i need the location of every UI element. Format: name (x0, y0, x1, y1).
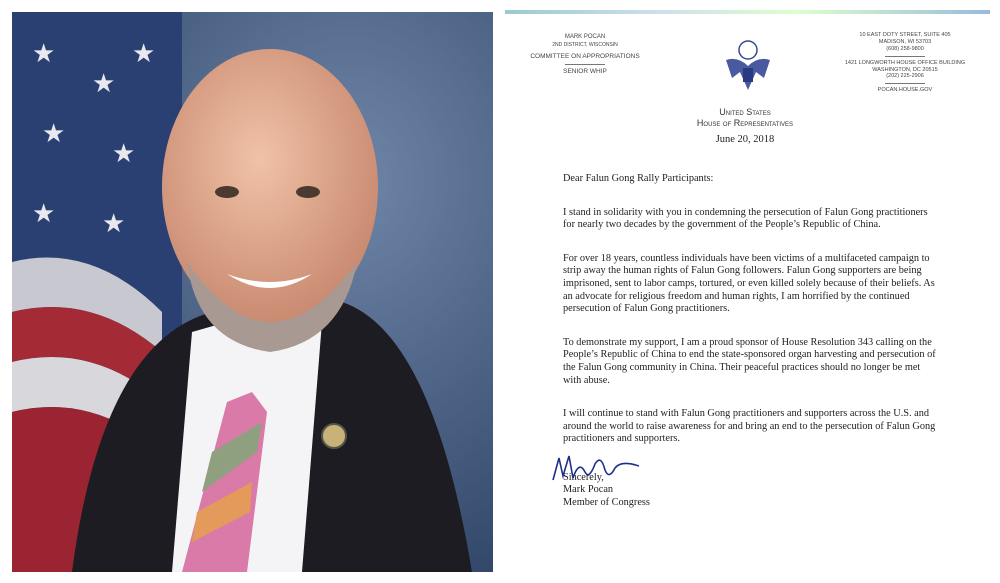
signature-icon (549, 450, 644, 486)
greeting: Dear Falun Gong Rally Participants: (563, 173, 714, 184)
svg-text:★: ★ (102, 209, 126, 238)
paragraph: To demonstrate my support, I am a proud sponsor of House Resolution 343 calling on the People’s Republic of China to end the state-sponsored organ harvesting and persecution of the Falun Gong community in China. Their peaceful practices should no longer be met with abuse. (563, 336, 936, 386)
website: POCAN.HOUSE.GOV (877, 87, 933, 94)
paragraph: I will continue to stand with Falun Gong practitioners and supporters across the U.S. and around the world to raise awareness for and bring an end to the persecution of Falun Gong practitioners and supporters. (563, 408, 936, 445)
member-district: 2ND DISTRICT, WISCONSIN (552, 41, 618, 48)
closing: Sincerely, (563, 471, 604, 483)
signer-block (563, 483, 650, 509)
svg-text:★: ★ (32, 199, 56, 228)
paragraph: I stand in solidarity with you in condemning the persecution of Falun Gong practitioners for nearly two decades by the government of the People’s Republic of China. (563, 206, 928, 231)
letterhead-border (505, 10, 990, 14)
svg-text:★: ★ (42, 119, 66, 148)
member-role: SENIOR WHIP (563, 67, 607, 75)
svg-text:★: ★ (92, 69, 116, 98)
member-name: MARK POCAN (564, 34, 606, 40)
svg-text:★: ★ (132, 39, 156, 68)
paragraph: For over 18 years, countless individuals have been victims of a multifaceted campaign to strip away the human rights of Falun Gong followers. Falun Gong supporters are being imprisoned, sent to labor camps, tortured, or even killed solely because of their beliefs. As an advocate for religious freedom and human rights, I am horrified by the continued persecution of Falun Gong practitioners. (563, 252, 935, 315)
letter-date: June 20, 2018 (715, 134, 775, 145)
great-seal-eagle-icon (720, 38, 776, 96)
lapel-pin (322, 424, 346, 448)
svg-text:★: ★ (32, 39, 56, 68)
member-block (525, 34, 645, 76)
svg-text:★: ★ (112, 139, 136, 168)
signer-name: Mark Pocan (563, 484, 614, 495)
portrait-photo (12, 12, 493, 572)
letter-body (563, 173, 941, 485)
office-addresses: 10 EAST DOTY STREET, SUITE 405 MADISON, WI 53703 (608) 258-9800 1421 LONGWORTH HOUSE OFFICE BUILDING WASHINGTON, DC 20515 (202) 225-2906 POCAN.HOUSE.GOV (835, 32, 975, 94)
signer-title: Member of Congress (563, 497, 650, 508)
congressional-letter (505, 10, 990, 575)
chamber-title: United States House of Representatives (696, 107, 794, 129)
committee: COMMITTEE ON APPROPRIATIONS (530, 52, 640, 60)
